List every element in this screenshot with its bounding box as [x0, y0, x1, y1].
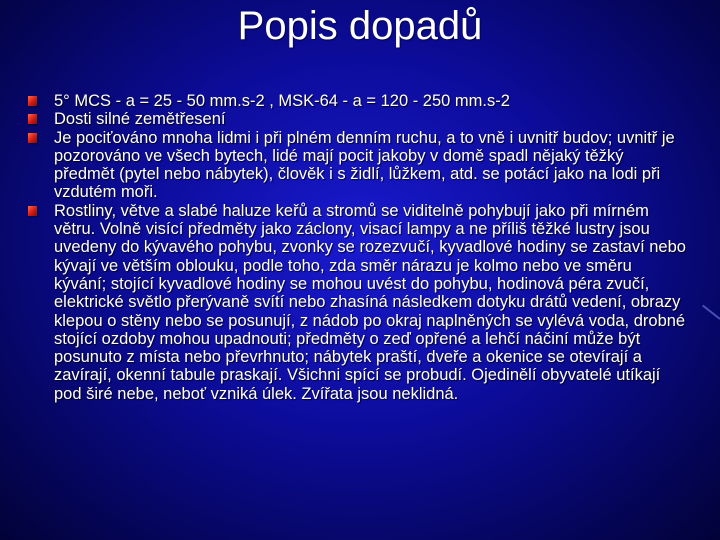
red-square-bullet-icon	[28, 206, 37, 216]
bullet-item-objects	[28, 202, 688, 403]
bullet-item-strength	[28, 110, 688, 128]
bullet-item-people	[28, 129, 688, 202]
decorative-line	[702, 305, 720, 320]
red-square-bullet-icon	[28, 114, 37, 124]
bullet-text: Je pociťováno mnoha lidmi i při plném denním ruchu, a to vně i uvnitř budov; uvnitř je pozorováno ve všech bytech, lidé mají pocit jakoby v domě spadl nějaký těžký předmět (pytel nebo nábytek), člověk i s židlí, lůžkem, atd. se potácí jako na lodi při vzdutém moři.	[54, 128, 675, 202]
bullet-text: Dosti silné zemětřesení	[54, 110, 226, 129]
bullet-text: 5° MCS - a = 25 - 50 mm.s-2 , MSK-64 - a = 120 - 250 mm.s-2	[54, 92, 510, 110]
bullet-item-intensity	[28, 92, 688, 110]
bullet-text: Rostliny, větve a slabé haluze keřů a stromů se viditelně pohybují jako při mírném větru. Volně visící předměty jako záclony, visací lampy a ne příliš těžké lustry jsou uvedeny do kývavého pohybu, zvonky se rozezvučí, kyvadlové hodiny se zastaví nebo kývají ve větším oblouku, podle toho, zda směr nárazu je kolmo nebo ve směru kývání; stojící kyvadlové hodiny se mohou uvést do pohybu, hodinová péra zvučí, elektrické světlo přerývaně svítí nebo zhasíná následkem dotyku drátů vedení, obrazy klepou o stěny nebo se posunují, z nádob po okraj naplněných se vylévá voda, drobné stojící ozdoby mohou upadnouti; předměty o zeď opřené a lehčí náčiní může být posunuto z místa nebo převrhnuto; nábytek praští, dveře a okenice se otevírají a zavírají, okenní tabule praskají. Všichni spící se probudí. Ojedinělí obyvatelé utíkají pod širé nebe, neboť vzniká úlek. Zvířata jsou neklidná.	[54, 201, 686, 403]
slide-title: Popis dopadů	[237, 4, 483, 48]
bullet-list	[28, 92, 688, 403]
red-square-bullet-icon	[28, 133, 37, 143]
red-square-bullet-icon	[28, 96, 37, 106]
